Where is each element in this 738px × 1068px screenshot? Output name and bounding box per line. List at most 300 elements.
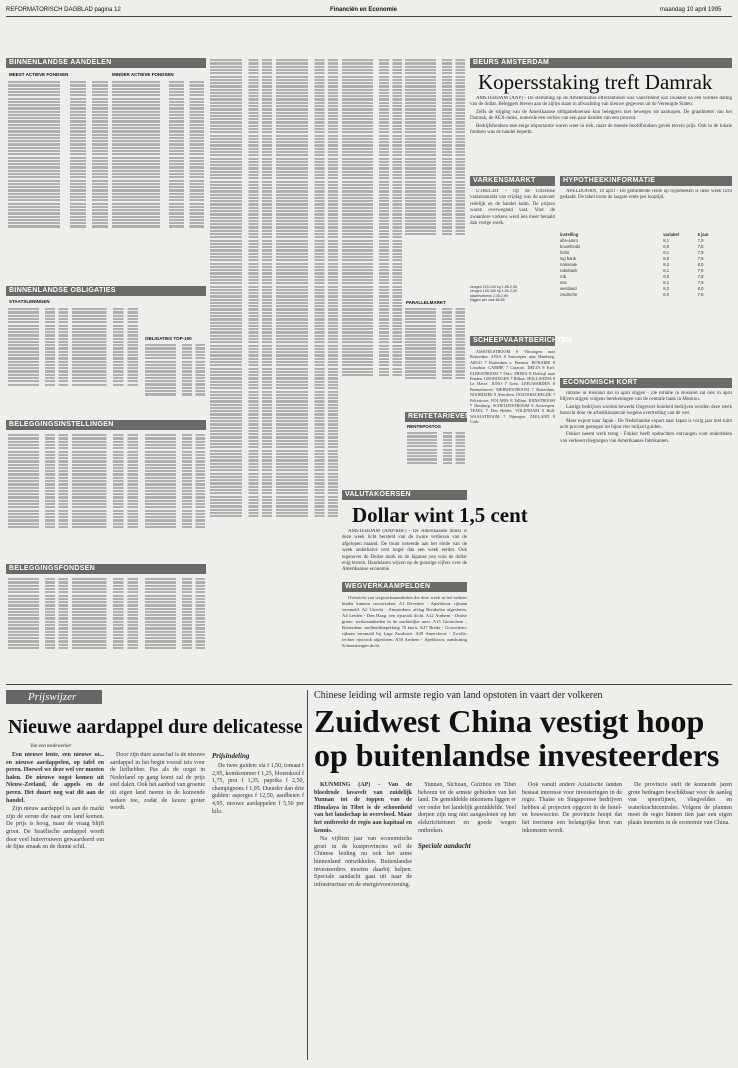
bottom-column-divider [307,690,308,1060]
quotation-line [8,114,108,116]
quotation-line [276,256,338,258]
quotation-line [145,496,205,498]
quotation-line [276,197,338,199]
quotation-line [342,213,402,215]
section-hypotheekinformatie: HYPOTHEEKINFORMATIE [560,176,732,186]
quotation-line [72,318,138,320]
quotation-line [276,404,338,406]
quotation-line [8,384,68,386]
quotation-line [405,151,465,153]
section-beurs-amsterdam: BEURS AMSTERDAM [470,58,732,68]
quotation-line [8,604,68,606]
quotation-line [276,105,338,107]
quotation-line [72,384,138,386]
quotation-line [145,347,205,349]
quotation-line [72,608,138,610]
quotation-line [145,470,205,472]
quotation-line [276,240,338,242]
quotation-line [210,105,272,107]
quotation-line [145,640,205,642]
quotation-line [407,445,465,447]
quotation-line [276,184,338,186]
section-wegwerkzaamheden: WEGVERKAAMPELDEN [342,582,467,592]
quotation-line [405,69,465,71]
quotation-line [342,374,402,376]
quotation-line [112,147,204,149]
quotation-line [405,311,465,313]
quotation-line [72,585,138,587]
quotation-line [405,76,465,78]
quotation-line [210,76,272,78]
quotation-line [8,377,68,379]
quotation-line [342,102,402,104]
quotation-line [8,624,68,626]
quotation-line [8,437,68,439]
quotation-line [342,345,402,347]
quotation-line [276,496,338,498]
quotation-line [276,407,338,409]
quotation-line [72,503,138,505]
quotation-line [276,249,338,251]
quotation-line [8,111,108,113]
dollar-article-body: AMSTERDAM (ANP/RBF) - De Amerikaanse dollar is deze week licht hersteld van de zware verliezen van de afgelopen maand. De munt noteerde aan het einde van de week anderhalve cent hoger dan een week eerder. Ook tegenover de Duitse mark en de Japanse yen won de dollar enig terrein. Handelaren wijzen op de gunstige cijfers over de Amerikaanse economie. [342,529,467,573]
quotation-line [145,351,205,353]
quotation-line [8,627,68,629]
hypotheek-cell: sns [560,280,567,285]
quotation-line [405,210,465,212]
quotation-line [342,184,402,186]
quotation-line [342,279,402,281]
prijswijzer-subhead: Prijsindeling [212,752,250,760]
quotation-line [405,112,465,114]
quotation-line [8,516,68,518]
masthead-date: maandag 10 april 1995 [660,7,722,13]
quotation-line [8,180,108,182]
quotation-line [210,315,272,317]
quotation-line [8,134,108,136]
quotation-line [72,487,138,489]
quotation-line [210,249,272,251]
quotation-line [8,170,108,172]
quotation-line [210,489,272,491]
quotation-line [276,312,338,314]
quotation-line [8,588,68,590]
quotation-line [276,181,338,183]
quotation-line [342,331,402,333]
quotation-line [276,279,338,281]
quotation-line [276,286,338,288]
quotation-line [405,197,465,199]
quotation-line [8,347,68,349]
quotation-line [276,276,338,278]
quotation-line [8,225,108,227]
quotation-line [210,364,272,366]
quotation-line [276,450,338,452]
weg-article-body: Overzicht van wegwerkzaamheden die deze week in het verkeer hinder kunnen veroorzaken. A1 Deventer - Apeldoorn: rijbaan versmald. A2 Utrecht - Amsterdam: afslag Breukelen afgesloten. A4 Leiden - Den Haag: een rijstrook dicht. A12 Arnhem - Duitse grens: werkzaamheden in de nachtelijke uren. A15 Gorinchem - Rotterdam: snelheidsbeperking 70 km/u. A27 Breda - Gorinchem: rijbaan versmald bij Lage Zwaluwe. A28 Amersfoort - Zwolle: rechter rijstrook afgesloten. A50 Arnhem - Apeldoorn: aansluiting Schaarsbergen dicht. [342,595,467,648]
quotation-line [342,181,402,183]
quotation-line [210,400,272,402]
quotation-line [342,269,402,271]
quotation-line [210,272,272,274]
quotation-line [405,230,465,232]
minder-actieve-label: MINDER ACTIEVE FONDSEN [112,72,174,77]
hypotheek-cell: 7,8 [697,274,704,279]
quotation-line [276,338,338,340]
quotation-line [276,112,338,114]
quotation-line [210,374,272,376]
quotation-line [342,210,402,212]
quotation-line [276,335,338,337]
quotation-line [8,212,108,214]
quotation-line [405,164,465,166]
quotation-line [8,183,108,185]
quotation-line [276,374,338,376]
quotation-line [210,371,272,373]
quotation-line [276,295,338,297]
quotation-line [276,164,338,166]
quotation-line [276,226,338,228]
quotation-line [276,213,338,215]
quotation-line [8,81,108,83]
quotation-line [145,444,205,446]
quotation-line [405,203,465,205]
quotation-line [210,391,272,393]
quotation-line [405,207,465,209]
section-rentetarieven: RENTETARIEVEN [405,412,467,422]
quotation-line [112,101,204,103]
quotation-line [112,130,204,132]
quotation-line [342,118,402,120]
quotation-line [342,226,402,228]
quotation-line [342,295,402,297]
quotation-line [210,121,272,123]
quotation-line [342,259,402,261]
hypotheek-cell: zwolsche [560,292,578,297]
quotation-line [405,102,465,104]
quotation-line [210,295,272,297]
quotation-line [405,374,465,376]
quotation-line [342,203,402,205]
quotation-line [276,433,338,435]
quotation-line [145,380,205,382]
quotation-line [405,105,465,107]
quotation-line [276,368,338,370]
quotation-line [342,167,402,169]
quotation-line [210,368,272,370]
hypotheek-cell: abn-amro [560,238,578,243]
quotation-line [276,194,338,196]
quotation-line [8,591,68,593]
quotation-line [276,466,338,468]
china-col4: De provincie stelt de komende jaren grote bedragen beschikbaar voor de aanleg van spoorlijnen, vliegvelden en waterkrachtcentrales. Volgens de plannen moet de regio binnen tien jaar een eigen plaats innemen in de economie van China. [628,782,732,826]
quotation-line [342,92,402,94]
quotation-line [72,631,138,633]
quotation-line [72,611,138,613]
quotation-line [342,315,402,317]
quotation-line [342,62,402,64]
quotation-line [72,374,138,376]
quotation-line [407,452,465,454]
quotation-line [72,351,138,353]
quotation-line [342,272,402,274]
prijswijzer-col3: De twee gulden: sla f 1,50, tomaat f 2,95, komkommer f 1,25, bloemkool f 1,75, prei f 1,35, paprika f 2,50, champignons f 1,95. Duurder dan drie gulden: asperges f 12,50, aardbeien f 4,95, nieuwe aardappelen f 5,50 per kilo. [212,763,304,815]
quotation-line [210,456,272,458]
obligaties-top-label: OBLIGATIES TOP-100 [145,336,192,341]
hypotheek-cell: 8,1 [663,238,670,243]
quotation-line [72,354,138,356]
quotation-line [112,140,204,142]
quotation-line [210,509,272,511]
quotation-line [8,480,68,482]
quotation-line [210,417,272,419]
quotation-line [210,331,272,333]
quotation-line [8,364,68,366]
quotation-line [8,117,108,119]
quotation-line [112,117,204,119]
section-scheepvaartberichten: SCHEEPVAARTBERICHTEN [470,336,555,346]
quotation-line [210,348,272,350]
quotation-line [112,153,204,155]
quotation-line [342,348,402,350]
quotation-line [342,72,402,74]
quotation-line [342,292,402,294]
hypotheek-cell: 7,9 [697,238,704,243]
quotation-line [276,141,338,143]
quotation-line [405,200,465,202]
quotation-line [112,114,204,116]
quotation-line [72,370,138,372]
quotation-line [8,483,68,485]
quotation-line [210,190,272,192]
quotation-line [210,384,272,386]
quotation-line [210,387,272,389]
quotation-line [112,137,204,139]
quotation-line [210,512,272,514]
quotation-line [145,523,205,525]
quotation-line [276,115,338,117]
quotation-line [145,434,205,436]
quotation-line [342,217,402,219]
quotation-line [72,634,138,636]
quotation-line [145,506,205,508]
koersen-column-4 [405,58,465,298]
quotation-line [112,222,204,224]
quotation-line [145,483,205,485]
quotation-line [276,420,338,422]
quotation-line [342,174,402,176]
quotation-line [145,631,205,633]
quotation-line [72,341,138,343]
hypotheek-cell: ing bank [560,256,576,261]
quotation-line [210,171,272,173]
quotation-line [276,79,338,81]
quotation-line [405,138,465,140]
quotation-line [342,207,402,209]
quotation-line [8,631,68,633]
quotation-line [210,62,272,64]
quotation-line [276,177,338,179]
hypotheek-cell: nationale [560,262,577,267]
quotation-line [8,477,68,479]
quotation-line [210,141,272,143]
quotation-line [276,200,338,202]
quotation-line [405,377,465,379]
quotation-line [8,490,68,492]
quotation-line [276,512,338,514]
quotation-line [276,190,338,192]
quotation-line [210,496,272,498]
quotation-line [210,148,272,150]
quotation-line [276,377,338,379]
quotation-line [210,200,272,202]
quotation-line [342,325,402,327]
quotation-line [405,308,465,310]
quotation-line [72,473,138,475]
quotation-line [276,446,338,448]
quotation-line [145,344,205,346]
quotation-line [276,243,338,245]
hypotheek-cell: westland [560,286,577,291]
stock-table-meest-actief [8,80,108,280]
quotation-line [8,163,108,165]
quotation-line [112,124,204,126]
section-binnenlandse-obligaties: BINNENLANDSE OBLIGATIES [6,286,206,296]
section-valutakoersen: VALUTAKOERSEN [342,490,467,500]
quotation-line [8,321,68,323]
quotation-line [276,207,338,209]
quotation-line [405,148,465,150]
quotation-line [8,380,68,382]
quotation-line [145,598,205,600]
quotation-line [8,91,108,93]
quotation-line [342,351,402,353]
quotation-line [276,387,338,389]
quotation-line [405,115,465,117]
china-col1: KUNMING (AP) - Van de bloedrode lavavelt van zuidelijk Yunnan tot de toppen van de Himalaya in Tibet is de schoonheid van het landschap in overvloed. Maar het ontbreekt de regio aan kapitaal en kennis. Na vijftien jaar van economische groei in de kustprovincies wil de Chinese leiding nu ook het arme binnenland ontwikkelen. Buitenlandse investeerders moeten daarbij helpen. Speciale aandacht gaat uit naar de infrastructuur en de energievoorziening. [314,782,412,888]
quotation-line [145,513,205,515]
quotation-line [112,209,204,211]
quotation-line [276,102,338,104]
quotation-line [210,181,272,183]
quotation-line [8,219,108,221]
quotation-line [72,510,138,512]
quotation-line [342,79,402,81]
prijswijzer-byline: Van een medewerker [30,744,72,749]
quotation-line [8,107,108,109]
quotation-line [8,341,68,343]
quotation-line [405,347,465,349]
quotation-line [145,387,205,389]
quotation-line [407,439,465,441]
quotation-line [210,325,272,327]
quotation-line [276,236,338,238]
quotation-line [210,413,272,415]
quotation-line [210,226,272,228]
quotation-line [72,490,138,492]
quotation-line [342,194,402,196]
quotation-line [145,457,205,459]
quotation-line [405,171,465,173]
quotation-line [8,124,108,126]
quotation-line [112,163,204,165]
quotation-line [210,177,272,179]
hypotheek-row [560,292,732,298]
quotation-line [276,318,338,320]
hypotheek-cell: 7,9 [697,250,704,255]
hypotheek-cell: 8,0 [697,262,704,267]
quotation-line [8,523,68,525]
quotation-line [210,305,272,307]
quotation-line [276,463,338,465]
quotation-line [342,66,402,68]
quotation-line [405,344,465,346]
china-col2: Yunnan, Sichuan, Guizhou en Tibet behoren tot de armste gebieden van het land. De gemiddelde inkomens liggen er ver onder het landelijk gemiddelde. Veel dorpen zijn nog niet aangesloten op het elektriciteitsnet en goede wegen ontbreken. [418,782,516,834]
quotation-line [210,436,272,438]
quotation-line [210,377,272,379]
quotation-line [210,354,272,356]
quotation-line [276,144,338,146]
quotation-line [276,482,338,484]
quotation-line [210,259,272,261]
quotation-line [210,98,272,100]
quotation-line [276,230,338,232]
section-binnenlandse-aandelen: BINNENLANDSE AANDELEN [6,58,206,68]
quotation-line [405,318,465,320]
quotation-line [72,601,138,603]
parallelmarkt-table [405,307,465,407]
quotation-line [342,312,402,314]
quotation-line [210,486,272,488]
quotation-line [276,361,338,363]
quotation-line [407,458,465,460]
quotation-line [112,196,204,198]
quotation-line [405,325,465,327]
quotation-line [8,595,68,597]
quotation-line [405,144,465,146]
quotation-line [8,519,68,521]
quotation-line [342,76,402,78]
quotation-line [405,79,465,81]
quotation-line [342,161,402,163]
quotation-line [8,166,108,168]
quotation-line [405,177,465,179]
quotation-line [276,331,338,333]
quotation-line [342,364,402,366]
quotation-line [8,621,68,623]
quotation-line [72,367,138,369]
quotation-line [72,523,138,525]
quotation-line [112,94,204,96]
quotation-line [145,617,205,619]
quotation-line [276,394,338,396]
hypotheek-cell: rob [560,274,567,279]
quotation-line [276,69,338,71]
quotation-line [145,437,205,439]
quotation-line [210,161,272,163]
quotation-line [276,233,338,235]
quotation-line [8,640,68,642]
quotation-line [210,102,272,104]
quotation-line [276,476,338,478]
quotation-line [210,453,272,455]
quotation-line [8,196,108,198]
quotation-line [8,637,68,639]
beleggings-table-b [72,433,138,561]
varkensmarkt-row: slachtvarkens 2,35-2,60 [470,293,509,298]
quotation-line [405,128,465,130]
quotation-line [8,189,108,191]
quotation-line [72,338,138,340]
